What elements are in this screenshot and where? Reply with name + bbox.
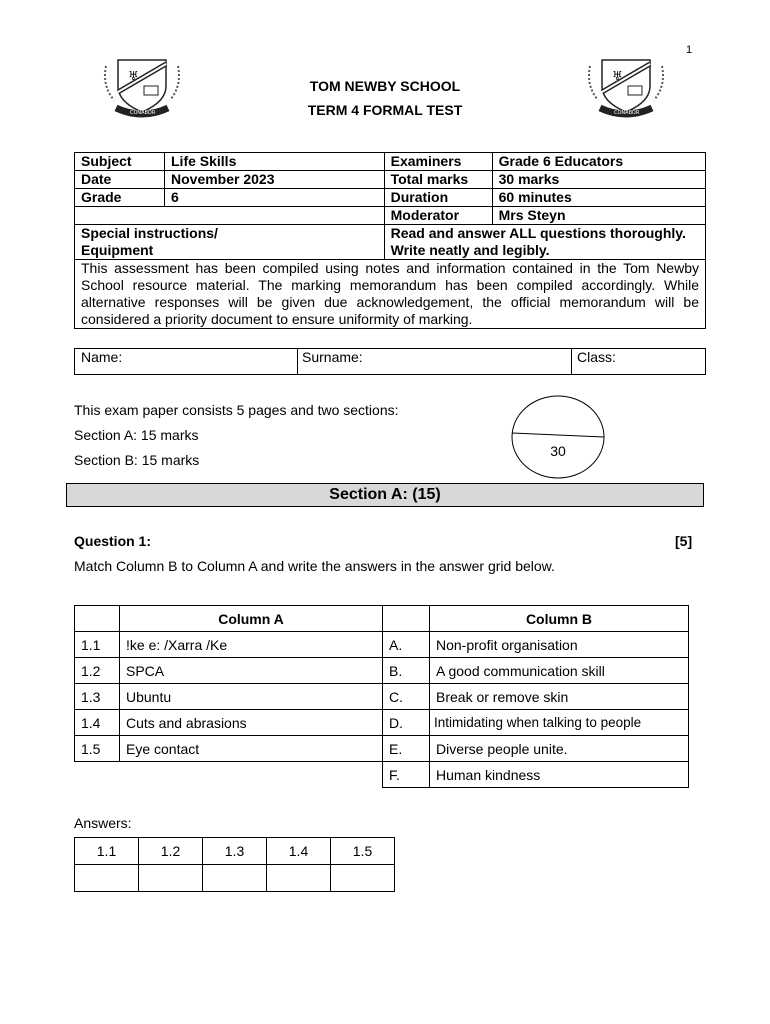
total-marks-circle (511, 395, 605, 479)
grade-label: Grade (75, 189, 165, 207)
answer-cell-1-2[interactable] (139, 865, 203, 892)
total-marks-number: 30 (550, 443, 566, 459)
table-row: 1.3 Ubuntu C. Break or remove skin (75, 684, 689, 710)
special-instructions-label: Special instructions/ Equipment (75, 225, 385, 260)
table-row: 1.5 Eye contact E. Diverse people unite. (75, 736, 689, 762)
svg-text:CONABOR: CONABOR (614, 110, 640, 116)
column-a-header: Column A (120, 606, 383, 632)
svg-text:♅: ♅ (128, 69, 139, 83)
question-1-instruction: Match Column B to Column A and write the answers in the answer grid below. (74, 558, 555, 574)
page-number: 1 (686, 44, 693, 56)
section-b-marks: Section B: 15 marks (74, 452, 200, 468)
moderator-label: Moderator (384, 207, 492, 225)
special-instructions-value: Read and answer ALL questions thoroughly. Write neatly and legibly. (384, 225, 705, 260)
total-marks-label: Total marks (384, 171, 492, 189)
table-row: 1.1 !ke e: /Xarra /Ke A. Non-profit organisation (75, 632, 689, 658)
table-row: 1.2 SPCA B. A good communication skill (75, 658, 689, 684)
answers-label: Answers: (74, 815, 132, 831)
paper-overview: This exam paper consists 5 pages and two sections: (74, 402, 399, 418)
assessment-note: This assessment has been compiled using notes and information contained in the Tom Newby School resource material. The marking memorandum has been compiled accordingly. While alternative responses will be given due acknowledgement, the official memorandum will be considered a priority document to ensure uniformity of marking. (75, 260, 706, 329)
answer-col-1-2: 1.2 (139, 838, 203, 865)
subject-label: Subject (75, 153, 165, 171)
school-name: TOM NEWBY SCHOOL (309, 78, 461, 94)
total-marks-value: 30 marks (492, 171, 705, 189)
table-row: F. Human kindness (75, 762, 689, 788)
duration-label: Duration (384, 189, 492, 207)
subject-value: Life Skills (165, 153, 385, 171)
date-label: Date (75, 171, 165, 189)
answer-grid (74, 837, 395, 892)
examiners-label: Examiners (384, 153, 492, 171)
answer-cell-1-5[interactable] (331, 865, 395, 892)
table-row: 1.4 Cuts and abrasions D. Intimidating when talking to people (75, 710, 689, 736)
column-b-header: Column B (430, 606, 689, 632)
section-a-banner: Section A: (15) (66, 483, 704, 507)
question-1-title: Question 1: (74, 533, 152, 549)
answer-col-1-5: 1.5 (331, 838, 395, 865)
test-title: TERM 4 FORMAL TEST (307, 102, 463, 118)
duration-value: 60 minutes (492, 189, 705, 207)
answer-cell-1-4[interactable] (267, 865, 331, 892)
answer-col-1-3: 1.3 (203, 838, 267, 865)
grade-value: 6 (165, 189, 385, 207)
svg-text:♅: ♅ (612, 69, 623, 83)
section-a-marks: Section A: 15 marks (74, 427, 199, 443)
question-1-marks: [5] (675, 533, 693, 549)
answer-col-1-1: 1.1 (75, 838, 139, 865)
svg-text:CONABOR: CONABOR (130, 110, 156, 116)
class-field[interactable]: Class: (572, 349, 706, 375)
answer-cell-1-3[interactable] (203, 865, 267, 892)
name-field[interactable]: Name: (75, 349, 298, 375)
test-info-table (74, 152, 706, 329)
answer-cell-1-1[interactable] (75, 865, 139, 892)
date-value: November 2023 (165, 171, 385, 189)
student-details-table (74, 348, 706, 375)
moderator-value: Mrs Steyn (492, 207, 705, 225)
examiners-value: Grade 6 Educators (492, 153, 705, 171)
answer-col-1-4: 1.4 (267, 838, 331, 865)
matching-columns-table (74, 605, 689, 788)
surname-field[interactable]: Surname: (298, 349, 572, 375)
